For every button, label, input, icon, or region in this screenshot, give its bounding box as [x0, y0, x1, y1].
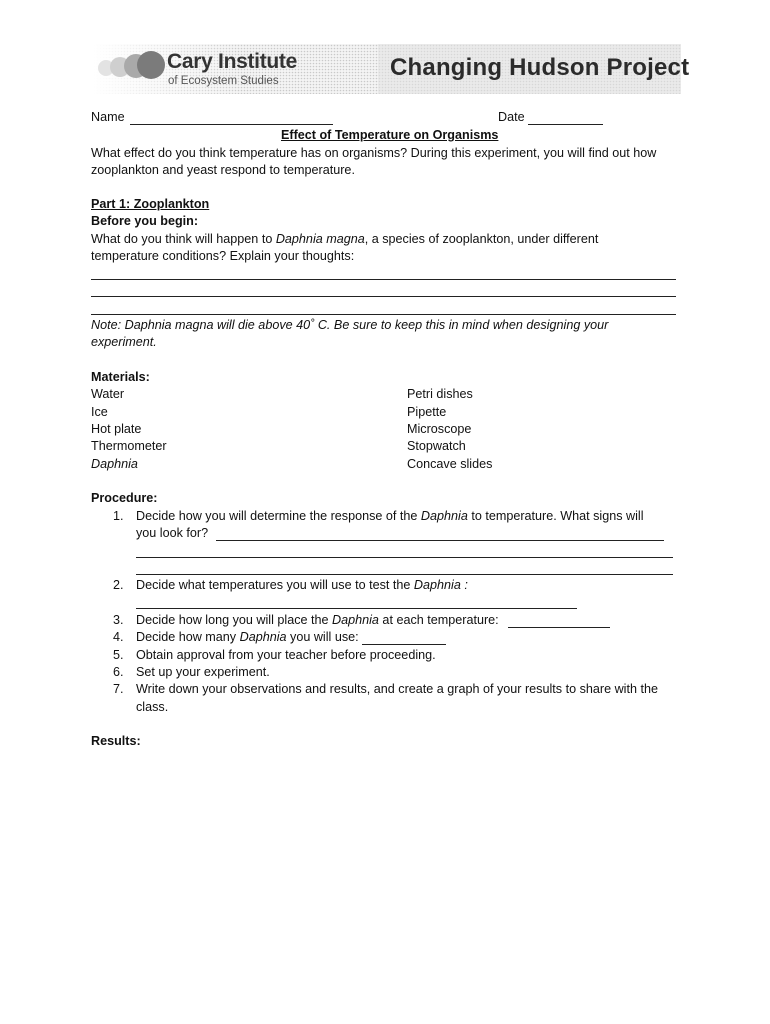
- step-species: Daphnia: [332, 613, 379, 627]
- part1-heading: Part 1: Zooplankton: [91, 197, 210, 211]
- step-text-a: Decide how long you will place the: [136, 613, 333, 627]
- material-item: Thermometer: [91, 439, 167, 453]
- procedure-heading: Procedure:: [91, 491, 158, 505]
- step1-answer-line[interactable]: [216, 540, 664, 541]
- step-text: [136, 630, 359, 644]
- step-number: 2.: [113, 578, 124, 592]
- step-text: [136, 509, 644, 523]
- step-text: Set up your experiment.: [136, 665, 270, 679]
- step-text-b: :: [460, 578, 468, 592]
- material-item: Concave slides: [407, 457, 493, 471]
- step-text-a: Decide how you will determine the response of the: [136, 509, 421, 523]
- step4-answer-line[interactable]: [362, 644, 446, 645]
- date-line[interactable]: [528, 124, 603, 125]
- step-text: [136, 613, 499, 627]
- step-species: Daphnia: [239, 630, 287, 644]
- step-text-a: Decide how many: [136, 630, 240, 644]
- name-line[interactable]: [130, 124, 333, 125]
- materials-heading: Materials:: [91, 370, 150, 384]
- intro-line-1: What effect do you think temperature has on organisms? During this experiment, you will find out how: [91, 146, 657, 160]
- step-number: 3.: [113, 613, 124, 627]
- institute-name: Cary Institute: [167, 50, 297, 73]
- step-text: Write down your observations and results, and create a graph of your results to share with the: [136, 682, 658, 696]
- question-suffix: , a species of zooplankton, under different: [364, 232, 599, 246]
- question-line-2: temperature conditions? Explain your thoughts:: [91, 249, 355, 263]
- cary-logo-icon: [96, 46, 166, 88]
- step-species: Daphnia: [413, 578, 461, 592]
- step1-answer-line[interactable]: [136, 574, 673, 575]
- step-text: Obtain approval from your teacher before proceeding.: [136, 648, 436, 662]
- results-heading: Results:: [91, 734, 141, 748]
- step-text-b: at each temperature:: [378, 613, 499, 627]
- answer-line-2[interactable]: [91, 296, 676, 297]
- question-species: Daphnia magna: [275, 232, 365, 246]
- date-label: Date: [498, 110, 525, 124]
- step-number: 6.: [113, 665, 124, 679]
- step-number: 5.: [113, 648, 124, 662]
- material-item: Hot plate: [91, 422, 142, 436]
- material-item: Daphnia: [91, 457, 138, 471]
- before-heading: Before you begin:: [91, 214, 199, 228]
- institute-subtitle: of Ecosystem Studies: [168, 75, 279, 87]
- material-item: Water: [91, 387, 125, 401]
- question-prefix: What do you think will happen to: [91, 232, 276, 246]
- step-text: [136, 578, 468, 592]
- question-line-1: [91, 232, 598, 246]
- step-species: Daphnia: [420, 509, 468, 523]
- step-number: 7.: [113, 682, 124, 696]
- step2-answer-line[interactable]: [136, 608, 577, 609]
- answer-line-3[interactable]: [91, 314, 676, 315]
- step-text-line2: you look for?: [136, 526, 209, 540]
- step3-answer-line[interactable]: [508, 627, 610, 628]
- step1-answer-line[interactable]: [136, 557, 673, 558]
- name-label: Name: [91, 110, 125, 124]
- material-item: Pipette: [407, 405, 447, 419]
- material-item: Stopwatch: [407, 439, 466, 453]
- material-item: Microscope: [407, 422, 472, 436]
- answer-line-1[interactable]: [91, 279, 676, 280]
- note-line-2: experiment.: [91, 335, 157, 349]
- step-text-b: to temperature. What signs will: [467, 509, 644, 523]
- note-line-1: Note: Daphnia magna will die above 40˚ C. Be sure to keep this in mind when designing your: [91, 318, 609, 332]
- material-item: Petri dishes: [407, 387, 473, 401]
- project-title: Changing Hudson Project: [390, 54, 690, 81]
- worksheet-title: Effect of Temperature on Organisms: [281, 128, 499, 142]
- step-text-b: you will use:: [286, 630, 359, 644]
- material-item: Ice: [91, 405, 108, 419]
- step-number: 4.: [113, 630, 124, 644]
- step-text-line2: class.: [136, 700, 169, 714]
- step-number: 1.: [113, 509, 124, 523]
- intro-line-2: zooplankton and yeast respond to temperature.: [91, 163, 355, 177]
- step-text-a: Decide what temperatures you will use to test the: [136, 578, 414, 592]
